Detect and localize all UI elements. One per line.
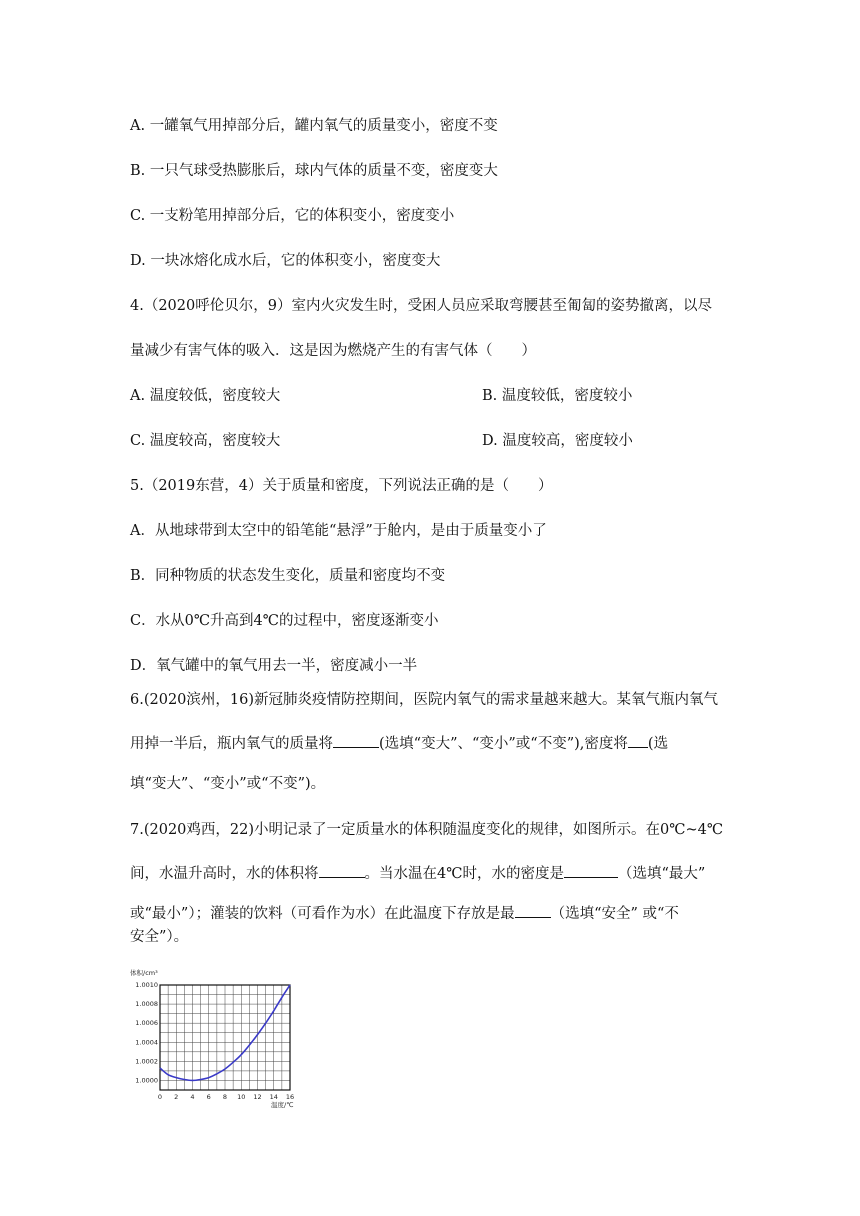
q7-stem-line4: 安全”）。 xyxy=(130,929,189,945)
q7-text-d: 或“最小”）；灌装的饮料（可看作为水）在此温度下存放是最 xyxy=(130,906,515,922)
q3-option-b: B. 一只气球受热膨胀后，球内气体的质量不变，密度变大 xyxy=(130,163,498,179)
q4-option-c: C. 温度较高，密度较大 xyxy=(130,433,281,449)
q6-blank-density[interactable] xyxy=(628,733,648,748)
q4-option-a: A. 温度较低，密度较大 xyxy=(130,388,281,404)
q6-stem-line3: 填“变大”、“变小”或“不变”)。 xyxy=(130,776,326,792)
q7-stem-line1: 7.(2020鸡西，22)小明记录了一定质量水的体积随温度变化的规律，如图所示。在0℃~4℃ xyxy=(130,822,724,838)
q5-option-a: A．从地球带到太空中的铅笔能“悬浮”于舱内，是由于质量变小了 xyxy=(130,523,547,539)
q6-text-b: (选填“变大”、“变小”或“不变”),密度将 xyxy=(379,736,628,752)
y-tick-label: 1.0008 xyxy=(135,1000,158,1009)
q3-option-d: D. 一块冰熔化成水后，它的体积变小，密度变大 xyxy=(130,253,441,269)
y-axis-label: 体积/cm³ xyxy=(130,969,158,977)
q3-option-c: C. 一支粉笔用掉部分后，它的体积变小，密度变小 xyxy=(130,208,455,224)
q7-text-a: 间，水温升高时，水的体积将 xyxy=(130,866,319,882)
x-tick-label: 0 xyxy=(157,1093,163,1101)
y-tick-label: 1.0006 xyxy=(135,1019,158,1028)
q4-option-b: B. 温度较低，密度较小 xyxy=(482,388,633,404)
x-tick-label: 2 xyxy=(174,1093,179,1101)
q5-option-b: B．同种物质的状态发生变化，质量和密度均不变 xyxy=(130,568,446,584)
q4-stem-line2: 量减少有害气体的吸入．这是因为燃烧产生的有害气体（ ） xyxy=(130,343,536,359)
q7-blank-density[interactable] xyxy=(564,863,618,878)
q4-stem-line1: 4.（2020呼伦贝尔，9）室内火灾发生时，受困人员应采取弯腰甚至匍匐的姿势撤离，以尽 xyxy=(130,298,712,314)
q7-blank-safety[interactable] xyxy=(515,903,551,918)
volume-temperature-chart xyxy=(128,965,308,1110)
y-tick-label: 1.0002 xyxy=(135,1057,158,1066)
q7-stem-line3 xyxy=(130,903,679,924)
q5-option-d: D．氧气罐中的氧气用去一半，密度减小一半 xyxy=(130,658,418,674)
x-tick-label: 16 xyxy=(285,1093,295,1101)
q6-stem-line1: 6.(2020滨州，16)新冠肺炎疫情防控期间，医院内氧气的需求量越来越大。某氧气瓶内氧气 xyxy=(130,692,718,708)
chart-grid xyxy=(160,985,290,1090)
q7-stem-line2 xyxy=(130,863,705,884)
q7-text-c: （选填“最大” xyxy=(617,866,706,882)
x-tick-label: 6 xyxy=(206,1093,211,1101)
q7-text-b: 。当水温在4℃时，水的密度是 xyxy=(364,866,564,882)
x-tick-label: 12 xyxy=(253,1093,262,1101)
x-tick-label: 8 xyxy=(222,1093,228,1101)
x-tick-label: 10 xyxy=(237,1093,246,1101)
y-tick-label: 1.0010 xyxy=(135,981,158,989)
q7-blank-volume[interactable] xyxy=(319,863,365,878)
y-tick-label: 1.0004 xyxy=(135,1038,158,1047)
q6-text-c: (选 xyxy=(647,736,669,752)
q5-stem: 5.（2019东营，4）关于质量和密度，下列说法正确的是（ ） xyxy=(130,478,553,494)
q6-blank-mass[interactable] xyxy=(333,733,379,748)
q5-option-c: C．水从0℃升高到4℃的过程中，密度逐渐变小 xyxy=(130,613,439,629)
q7-text-e: （选填“安全” 或“不 xyxy=(550,906,679,922)
q6-text-a: 用掉一半后，瓶内氧气的质量将 xyxy=(130,736,333,752)
x-tick-labels xyxy=(158,1093,294,1101)
x-axis-label: 温度/℃ xyxy=(271,1101,294,1109)
q3-option-a: A. 一罐氧气用掉部分后，罐内氧气的质量变小，密度不变 xyxy=(130,118,498,134)
x-tick-label: 4 xyxy=(190,1093,195,1101)
x-tick-label: 14 xyxy=(269,1093,278,1101)
q4-option-d: D. 温度较高，密度较小 xyxy=(482,433,633,449)
q6-stem-line2 xyxy=(130,733,668,754)
y-tick-label: 1.0000 xyxy=(135,1076,158,1085)
y-tick-labels xyxy=(135,981,158,1084)
